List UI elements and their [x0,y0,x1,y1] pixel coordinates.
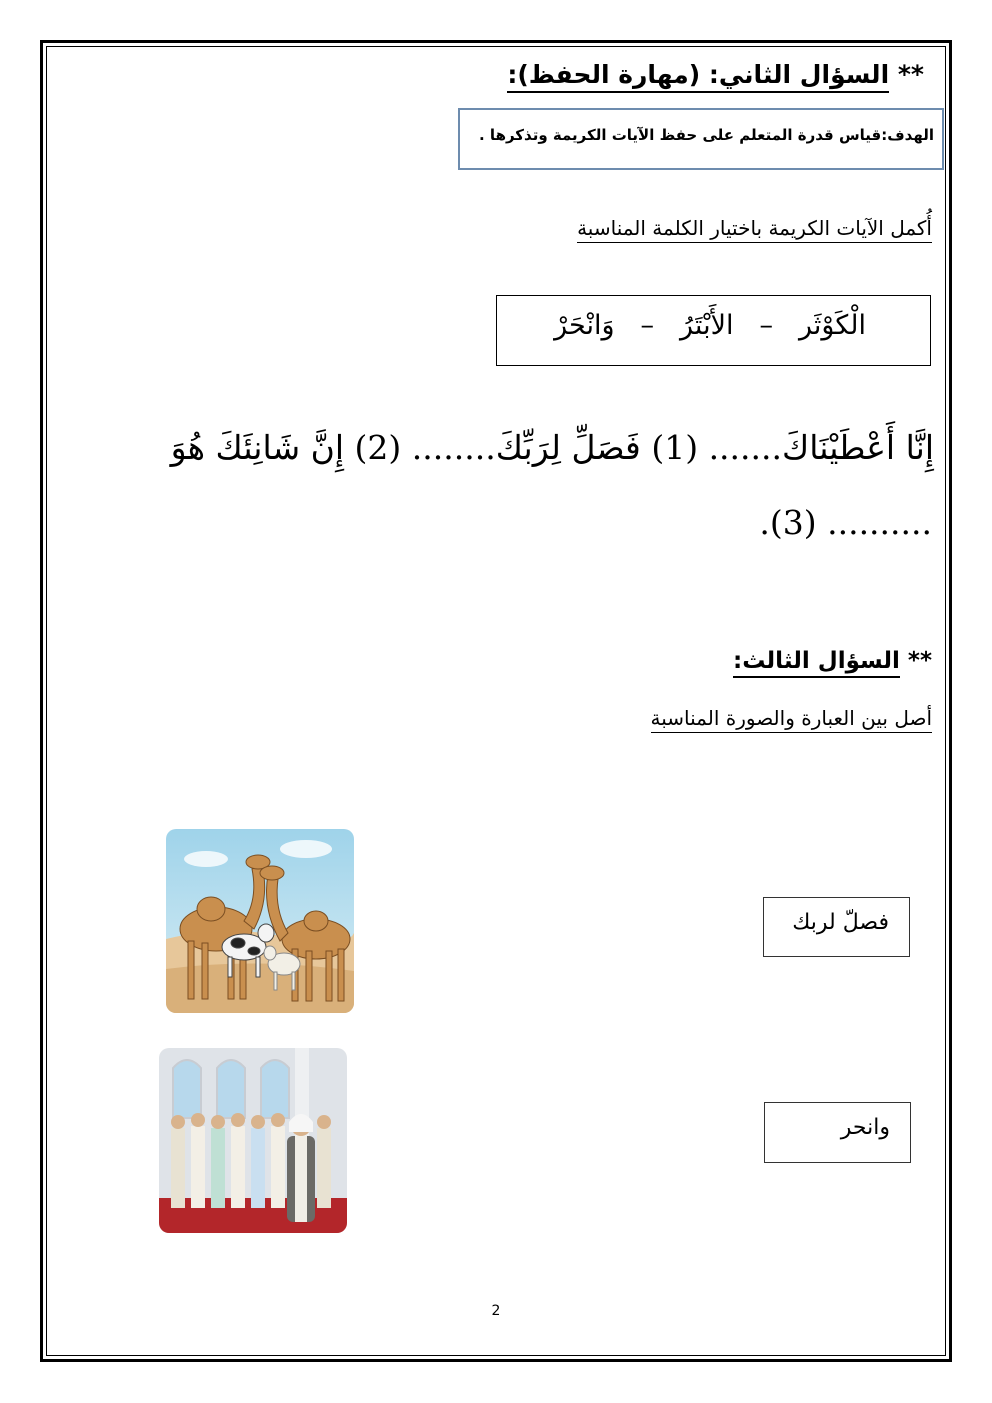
camels-illustration [166,829,354,1013]
goal-text: الهدف:قياس قدرة المتعلم على حفظ الآيات الكريمة وتذكرها . [479,126,934,144]
word-choices-box [496,295,931,366]
question3-title-prefix: ** [899,648,932,674]
question2-instruction: أُكمل الآيات الكريمة باختيار الكلمة المناسبة [577,216,932,243]
question2-title-text: السؤال الثاني: (مهارة الحفظ): [507,60,889,93]
prayer-illustration [159,1048,347,1233]
phrase-box-1[interactable] [763,897,910,957]
phrase-1: فصلّ لربك [792,910,889,935]
word-separator: – [640,310,655,341]
question3-instruction: أصل بين العبارة والصورة المناسبة [651,706,932,733]
word-choice-1: الْكَوْثَر [799,310,866,341]
question2-title [507,60,924,89]
word-choices [554,310,866,341]
verse-line-1: إِنَّا أَعْطَيْنَاكَ....... (1) فَصَلِّ لِرَبِّكَ........ (2) إِنَّ شَانِئَكَ هُوَ [170,428,934,467]
camels-and-livestock-image[interactable] [166,829,354,1013]
word-choice-2: الأَبْتَرُ [680,310,734,341]
page-number: 2 [491,1303,501,1319]
word-choice-3: وَانْحَرْ [554,310,615,341]
question3-title [733,648,932,674]
question2-title-prefix: ** [889,60,924,89]
question3-title-text: السؤال الثالث: [733,648,900,678]
goal-box [458,108,944,170]
phrase-2: وانحر [840,1115,890,1140]
verse-line-2: .......... (3). [759,503,932,542]
phrase-box-2[interactable] [764,1102,911,1163]
men-praying-image[interactable] [159,1048,347,1233]
word-separator: – [759,310,773,341]
